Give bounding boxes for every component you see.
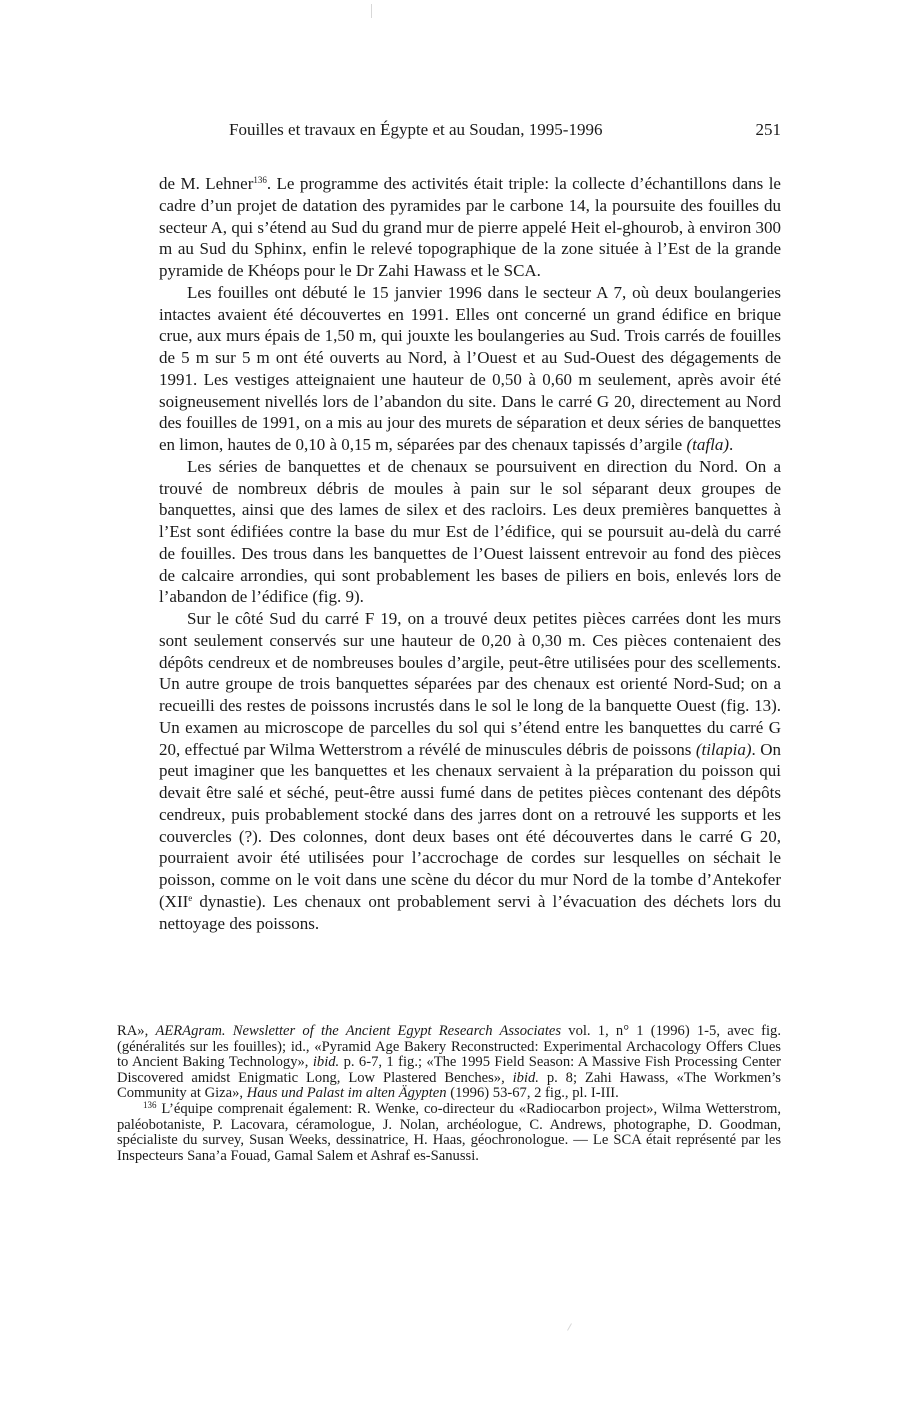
paragraph-2: Les fouilles ont débuté le 15 janvier 1996 dans le secteur A 7, où deux boulangeries intactes avaient été découvertes en 1991. Elles ont concerné un grand édifice en brique crue, aux murs épais de 1,50 m, qui jouxte les boulangeries au Sud. Trois carrés de fouilles de 5 m sur 5 m ont été ouverts au Nord, à l’Ouest et au Sud-Ouest des dégagements de 1991. Les vestiges atteignaient une hauteur de 0,50 à 0,60 m seulement, après avoir été soigneusement nivellés lors de l’abandon du site. Dans le carré G 20, directement au Nord des fouilles de 1991, on a mis au jour des murets de séparation et deux séries de banquettes en limon, hautes de 0,10 à 0,15 m, séparées par des chenaux tapissés d’argile (tafla). bbox=[159, 282, 781, 454]
paragraph-1: de M. Lehner$^{136}$. Le programme des activités était triple: la collecte d’échantillons dans le cadre d’un projet de datation des pyramides par le carbone 14, la poursuite des fouilles du secteur A, qui s’étend au Sud du grand mur de pierre appelé Heit el-ghourob, à environ 300 m au Sud du Sphinx, enfin le relevé topographique de la zone située à l’Est de la grande pyramide de Khéops pour le Dr Zahi Hawass et le SCA. bbox=[159, 174, 781, 280]
footnotes bbox=[117, 1024, 781, 1164]
paragraph-4: Sur le côté Sud du carré F 19, on a trouvé deux petites pièces carrées dont les murs sont seulement conservés sur une hauteur de 0,20 à 0,30 m. Ces pièces contenaient des dépôts cendreux et de nombreuses boules d’argile, peut-être utilisées pour des scellements. Un autre groupe de trois banquettes séparées par des chenaux est orienté Nord-Sud; on a recueilli des restes de poissons incrustés dans le sol le long de la banquette Ouest (fig. 13). Un examen au microscope de parcelles du sol qui s’étend entre les banquettes du carré G 20, effectué par Wilma Wetterstrom a révélé de minuscules débris de poissons (tilapia). On peut imaginer que les banquettes et les chenaux servaient à la préparation du poisson qui devait être salé et séché, peut-être aussi fumé dans de petites pièces contenant des dépôts cendreux, puis probablement stocké dans des jarres dont on a retrouvé les supports et les couvercles (?). Des colonnes, dont deux bases ont été découvertes dans le carré G 20, pourraient avoir été utilisées pour l’accrochage de cordes sur lesquelles on séchait le poisson, comme on le voit dans une scène du décor du mur Nord de la tombe d’Antekofer (XIIe dynastie). Les chenaux ont probablement servi à l’évacuation des déchets lors du nettoyage des poissons. bbox=[159, 609, 781, 933]
running-title: Fouilles et travaux en Égypte et au Soudan, 1995-1996 bbox=[229, 120, 603, 139]
footnote-continued: RA», AERAgram. Newsletter of the Ancient Egypt Research Associates vol. 1, n° 1 (1996) 1-5, avec fig. (généralités sur les fouilles); id., «Pyramid Age Bakery Reconstructed: Experimental Archacology Offers Clues to Ancient Baking Technology», ibid. p. 6-7, 1 fig.; «The 1995 Field Season: A Massive Fish Processing Center Discovered amidst Enigmatic Long, Low Plastered Benches», ibid. p. 8; Zahi Hawass, «The Workmen’s Community at Giza», Haus und Palast im alten Ägypten (1996) 53-67, 2 fig., pl. I-III. bbox=[117, 1023, 781, 1102]
footnote-reference: 136 bbox=[253, 175, 267, 185]
footnote-number: 136 bbox=[143, 1099, 157, 1110]
running-head bbox=[159, 119, 781, 141]
paragraph-3: Les séries de banquettes et de chenaux se poursuivent en direction du Nord. On a trouvé de nombreux débris de moules à pain sur le sol séparant deux groupes de banquettes, ainsi que des lames de silex et des racloirs. Les deux premières banquettes à l’Est sont édifiées contre la base du mur Est de l’édifice, qui se poursuit au-delà du carré de fouilles. Des trous dans les banquettes de l’Ouest laissent entrevoir au fond des pièces de calcaire arrondies, qui sont probablement les bases de piliers en bois, enlevés lors de l’abandon de l’édifice (fig. 9). bbox=[159, 456, 781, 607]
scan-mark-bottom bbox=[567, 1323, 572, 1330]
scan-mark-top bbox=[371, 4, 372, 18]
superscript: e bbox=[188, 892, 193, 903]
body-text bbox=[159, 173, 781, 934]
page-number: 251 bbox=[755, 120, 781, 139]
footnote-136: $^{136}$ L’équipe comprenait également: R. Wenke, co-directeur du «Radiocarbon project», Wilma Wetterstrom, paléobotaniste, P. Lacovara, céramologue, J. Nolan, archéologue, C. Andrews, photographe, D. Goodman, spécialiste du survey, Susan Weeks, dessinatrice, H. Haas, géochronologue. — Le SCA était représenté par les Inspecteurs Sana’a Fouad, Gamal Salem et Ashraf es-Sanussi. bbox=[117, 1099, 781, 1164]
